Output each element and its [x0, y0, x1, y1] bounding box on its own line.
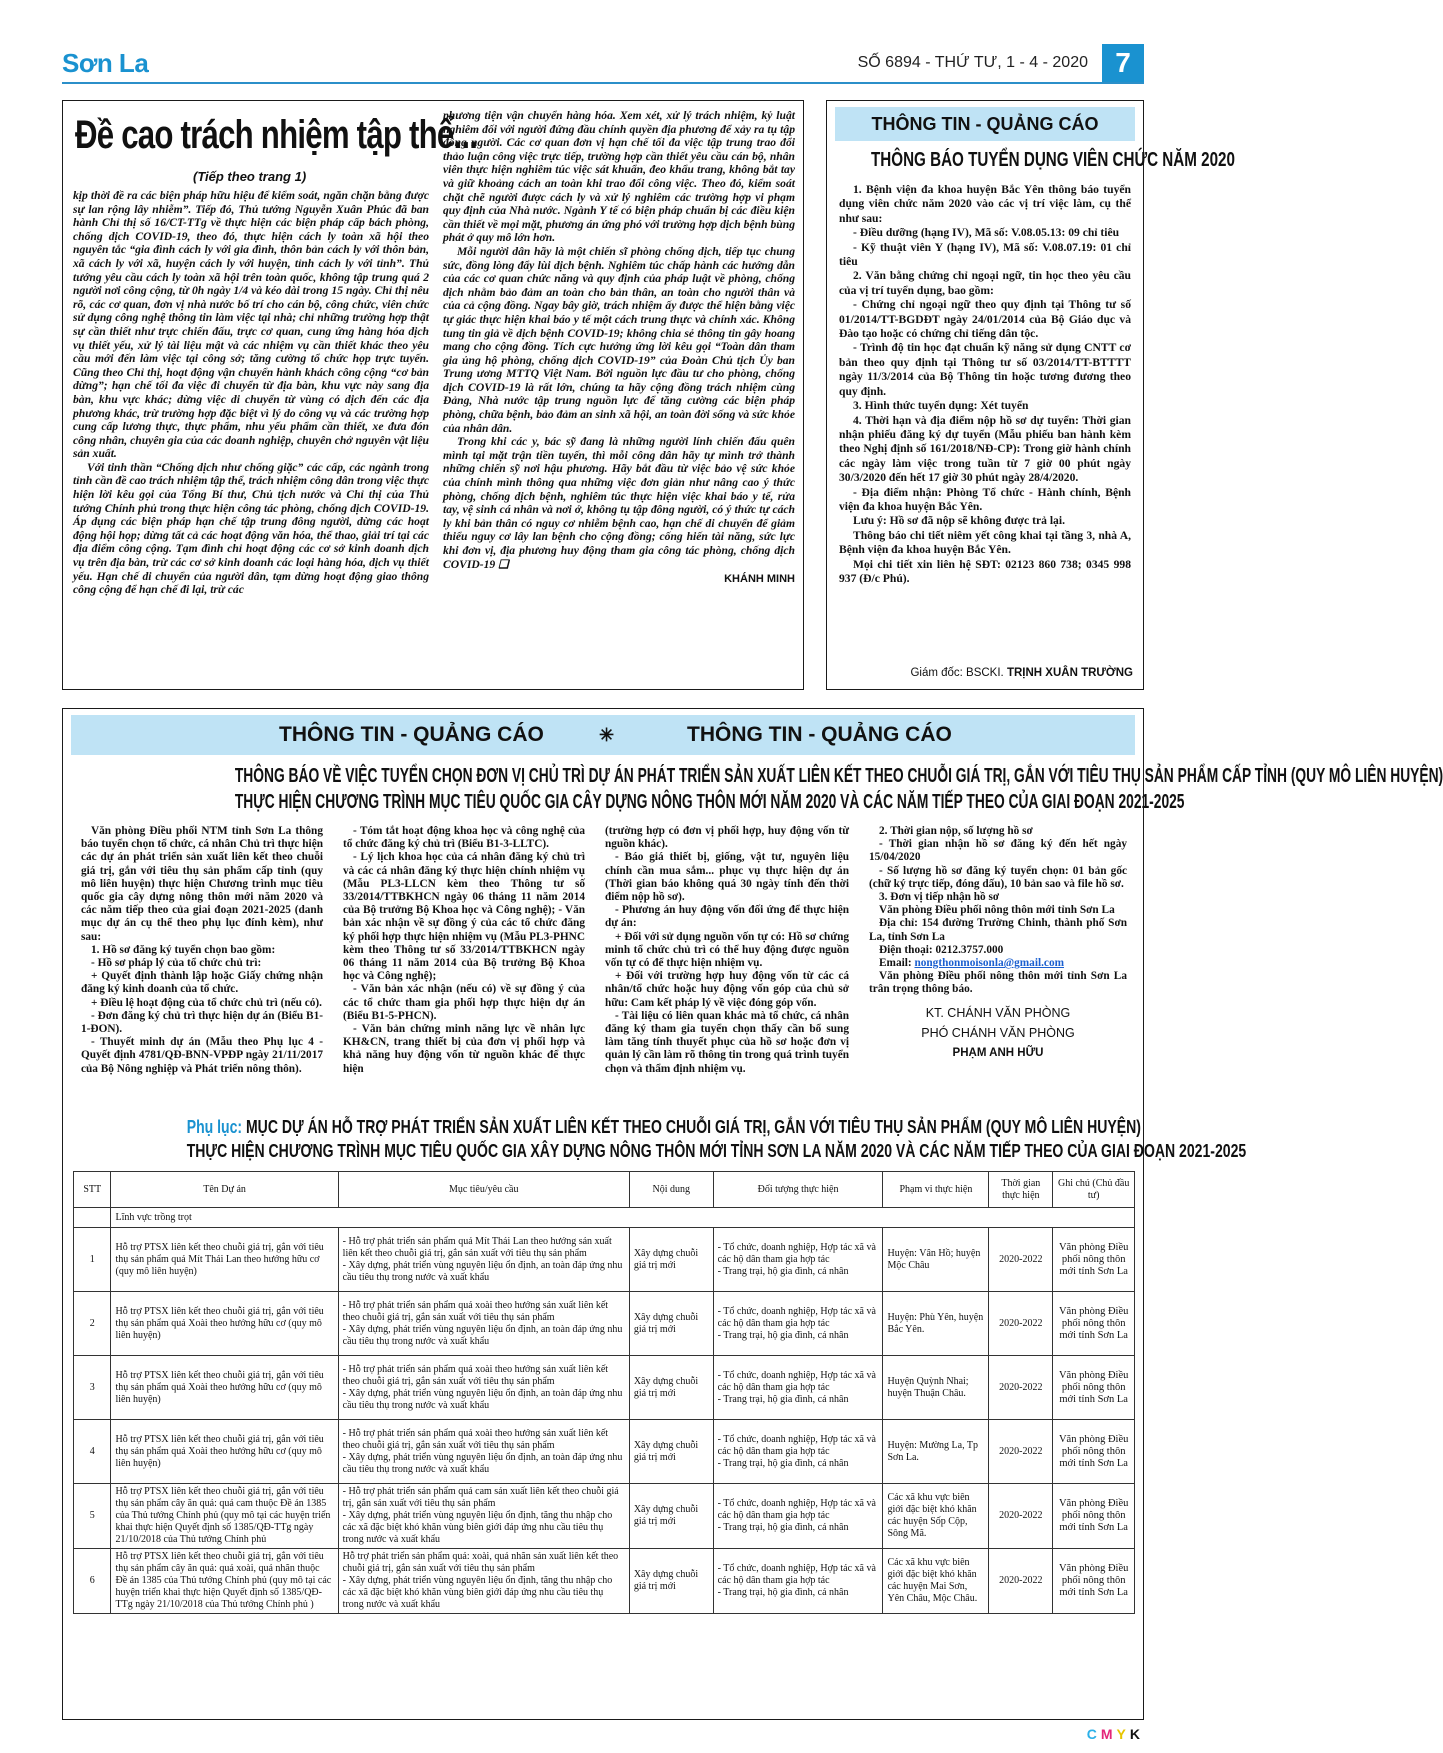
- masthead: [62, 44, 1144, 84]
- notice-paragraph: - Tài liệu có liên quan khác mà tổ chức, cá nhân đăng ký tham gia tuyển chọn thấy cần bổ sung làm tăng tính thuyết phục của hồ sơ hoặc đơn vị quản lý cần làm rõ thông tin trong quá trình tuyển chọn và thẩm định nhiệm vụ.: [605, 1009, 849, 1075]
- table-row: [74, 1292, 1135, 1356]
- notice-column-3: [605, 825, 849, 1076]
- yellow-mark: Y: [1116, 1726, 1130, 1742]
- signer-name: PHẠM ANH HỮU: [952, 1046, 1044, 1059]
- table-cell-content: Xây dựng chuỗi giá trị mới: [629, 1228, 713, 1292]
- notice-paragraph: Thông báo chi tiết niêm yết công khai tại tầng 3, nhà A, Bệnh viện đa khoa huyện Bắc Yên.: [839, 528, 1131, 557]
- notice-signature: [910, 667, 1133, 679]
- notice-body: [839, 183, 1131, 586]
- notice-paragraph: + Đối với trường hợp huy động vốn từ các cá nhân/tổ chức hoặc huy động vốn góp của chủ sở hữu: Cam kết pháp lý về việc đóng góp vốn.: [605, 970, 849, 1009]
- notice-paragraph: - Hồ sơ pháp lý của tổ chức chủ trì:: [91, 957, 262, 970]
- table-header-row: [74, 1172, 1135, 1208]
- notice-paragraph: Văn phòng Điều phối NTM tỉnh Sơn La thông báo tuyển chọn tổ chức, cá nhân Chủ trì thực hiện các dự án phát triển sản xuất liên kết theo chuỗi giá trị, gắn với tiêu thụ sản phẩm cấp tỉnh (quy mô liên huyện) thực hiện Chương trình mục tiêu quốc gia cây dựng nông thôn mới năm 2020 và các năm tiếp theo của giai đoạn 2021-2025 (danh mục dự án cụ thể theo phụ lục đính kèm), như sau:: [81, 825, 323, 943]
- table-cell-name: Hỗ trợ PTSX liên kết theo chuỗi giá trị, gắn với tiêu thụ sản phẩm quả Xoài theo hướng hữu cơ (quy mô liên huyện): [111, 1292, 338, 1356]
- appendix-label: Phụ lục:: [186, 1117, 243, 1137]
- table-row: [74, 1420, 1135, 1484]
- table-cell-scope: Huyện: Phù Yên, huyện Bắc Yên.: [883, 1292, 989, 1356]
- table-header-cell: STT: [74, 1172, 111, 1208]
- article-box: [62, 100, 804, 690]
- appendix-table: [73, 1171, 1135, 1614]
- notice-paragraph: - Tóm tắt hoạt động khoa học và công nghệ của tổ chức đăng ký chủ trì (Biểu B1-3-LLTC).: [343, 825, 585, 851]
- table-cell-content: Xây dựng chuỗi giá trị mới: [629, 1420, 713, 1484]
- table-cell: [74, 1208, 111, 1228]
- section-heading-right: THÔNG TIN - QUẢNG CÁO: [687, 723, 952, 746]
- page-number: 7: [1102, 44, 1144, 82]
- notice-paragraph: (trường hợp có đơn vị phối hợp, huy động vốn từ nguồn khác).: [605, 825, 849, 851]
- article-paragraph: phương tiện vận chuyển hàng hóa. Xem xét, xử lý trách nhiệm, kỷ luật nghiêm đối với người đứng đầu chính quyền địa phương để xảy ra tụ tập đông người. Các cơ quan đơn vị hạn chế tối đa việc tập trung trao đổi thảo luận công việc trực tiếp, trường hợp cần thiết yêu cầu cán bộ, nhân viên thực hiện nghiêm túc việc sát khuẩn, đeo khẩu trang, không bắt tay và giữ khoảng cách an toàn khi trao đổi công việc. Theo đó, kiểm soát chặt chẽ người được cách ly và xử lý nghiêm các trường hợp vi phạm quy định của Nhà nước. Ngành Y tế có biện pháp chuẩn bị các điều kiện cần thiết về mọi mặt, phương án ứng phó với trường hợp dịch bệnh bùng phát ở quy mô lớn hơn.: [443, 109, 795, 245]
- table-cell-goal: Hỗ trợ phát triển sản phẩm quả: xoài, quả nhãn sản xuất liên kết theo chuỗi giá trị, gắn sản xuất với tiêu thụ sản phẩm - Xây dựng, phát triển vùng nguyên liệu ổn định, tăng thu nhập cho các xã đặc biệt khó khăn vùng biên giới đáp ứng nhu cầu tiêu thụ trong nước và xuất khẩu: [338, 1549, 629, 1614]
- table-header-cell: Phạm vi thực hiện: [883, 1172, 989, 1208]
- table-cell-name: Hỗ trợ PTSX liên kết theo chuỗi giá trị, gắn với tiêu thụ sản phẩm cây ăn quả: quả xoài, quả nhãn thuộc Đề án 1385 của Thủ tướng Chính phủ (quy mô tại các huyện triển khai thực hiện Quyết định số 1385/QĐ-TTg ngày 21/10/2018 của Thủ tướng Chính phủ ): [111, 1549, 338, 1614]
- article-author: KHÁNH MINH: [724, 573, 795, 586]
- notice-paragraph: 1. Hồ sơ đăng ký tuyển chọn bao gồm:: [91, 943, 276, 956]
- notice-paragraph: - Thời gian nhận hồ sơ đăng ký đến hết ngày 15/04/2020: [869, 838, 1127, 864]
- table-header-cell: Nội dung: [629, 1172, 713, 1208]
- table-cell-name: Hỗ trợ PTSX liên kết theo chuỗi giá trị, gắn với tiêu thụ sản phẩm quả Mít Thái Lan theo hướng hữu cơ (quy mô liên huyện): [111, 1228, 338, 1292]
- table-cell-goal: - Hỗ trợ phát triển sản phẩm quả xoài theo hướng sản xuất liên kết theo chuỗi giá trị, gắn sản xuất với tiêu thụ sản phẩm - Xây dựng, phát triển vùng nguyên liệu ổn định, an toàn đáp ứng nhu cầu tiêu thụ trong nước và xuất khẩu: [338, 1420, 629, 1484]
- table-cell-stt: 5: [74, 1484, 111, 1549]
- notice-paragraph: Văn phòng Điều phối nông thôn mới tỉnh Sơn La: [879, 904, 1115, 917]
- article-paragraph: Mỗi người dân hãy là một chiến sĩ phòng chống dịch, tiếp tục chung sức, đồng lòng đẩy lùi dịch bệnh. Nghiêm túc chấp hành các hướng dẫn của các cơ quan chức năng và quy định của pháp luật về phòng, chống dịch nhằm bảo đảm an toàn cho bản thân, an toàn cho người thân và của cả cộng đồng. Ngay bây giờ, trách nhiệm ấy được thể hiện bằng việc tự giác thực hiện khai báo y tế một cách trung thực và chính xác. Không tung tin giả về dịch bệnh COVID-19; không chia sẻ thông tin gây hoang mang cho cộng đồng. Tích cực hưởng ứng lời kêu gọi “Toàn dân tham gia ủng hộ phòng, chống dịch COVID-19” của Đoàn Chủ tịch Ủy ban Trung ương MTTQ Việt Nam. Bởi nguồn lực đầu tư cho phòng, chống dịch COVID-19 là rất lớn, chúng ta hãy cộng đồng trách nhiệm cùng Đảng, Nhà nước tập trung nguồn lực để tăng cường các biện pháp phòng, chữa bệnh, bảo đảm an sinh xã hội, an toàn đời sống và sức khỏe của nhân dân.: [443, 244, 795, 435]
- notice-paragraph: Điện thoại: 0212.3757.000: [879, 943, 1004, 956]
- table-cell-content: Xây dựng chuỗi giá trị mới: [629, 1292, 713, 1356]
- notice-paragraph: - Báo giá thiết bị, giống, vật tư, nguyên liệu chính cần mua sắm... phục vụ thực hiện dự án (Thời gian báo không quá 30 ngày tính đến thời điểm nộp hồ sơ).: [605, 851, 849, 904]
- table-cell-time: 2020-2022: [989, 1549, 1053, 1614]
- newspaper-brand: Sơn La: [62, 48, 149, 78]
- table-cell-note: Văn phòng Điều phối nông thôn mới tỉnh Sơn La: [1053, 1549, 1135, 1614]
- notice-paragraph: 2. Thời gian nộp, số lượng hồ sơ: [879, 825, 1033, 837]
- notice-paragraph: Lưu ý: Hồ sơ đã nộp sẽ không được trả lại.: [853, 514, 1065, 528]
- notice-paragraph: Văn phòng Điều phối nông thôn mới tỉnh Sơn La trân trọng thông báo.: [869, 970, 1127, 996]
- table-cell-note: Văn phòng Điều phối nông thôn mới tỉnh Sơn La: [1053, 1356, 1135, 1420]
- article-paragraph: Trong khi các y, bác sỹ đang là những người lính chiến đấu quên mình tại mặt trận tiền tuyến, thì mỗi công dân hãy tự mình trở thành những chiến sỹ nơi hậu phương. Hãy bắt đầu từ việc bảo vệ sức khỏe của chính mình thông qua những việc đơn giản như nâng cao ý thức phòng, chống dịch bệnh, nghiêm túc thực hiện việc khai báo y tế, rửa tay, vệ sinh cá nhân và nơi ở, không tụ tập đông người, có ý thức tự cách ly khi bản thân có nguy cơ nhiễm bệnh cao, hạn chế di chuyển để giảm thiểu nguy cơ lây lan bệnh cho cộng đồng; cống hiến tài năng, sức lực khi đơn vị, địa phương huy động tham gia công tác phòng, chống dịch COVID-19 ❑: [443, 435, 795, 571]
- table-cell-stt: 3: [74, 1356, 111, 1420]
- notice-paragraph: - Số lượng hồ sơ đăng ký tuyển chọn: 01 bản gốc (chữ ký trực tiếp, đóng dấu), 10 bản sao và file hồ sơ.: [869, 864, 1127, 890]
- table-header-cell: Mục tiêu/yêu cầu: [338, 1172, 629, 1208]
- article-title: Đề cao trách nhiệm tập thể...: [75, 113, 478, 157]
- table-cell-note: Văn phòng Điều phối nông thôn mới tỉnh Sơn La: [1053, 1420, 1135, 1484]
- selection-notice-box: [62, 708, 1443, 1720]
- notice-title-line-2: THỰC HIỆN CHƯƠNG TRÌNH MỤC TIÊU QUỐC GIA CÂY DỰNG NÔNG THÔN MỚI NĂM 2020 VÀ CÁC NĂM TIẾP THEO CỦA GIAI ĐOẠN 2021-2025: [234, 791, 1185, 813]
- table-cell-time: 2020-2022: [989, 1228, 1053, 1292]
- appendix-title-line-1: [186, 1117, 1141, 1138]
- notice-paragraph: Địa chỉ: 154 đường Trường Chinh, thành phố Sơn La, tỉnh Sơn La: [869, 917, 1127, 943]
- table-cell-note: Văn phòng Điều phối nông thôn mới tỉnh Sơn La: [1053, 1228, 1135, 1292]
- notice-paragraph: + Quyết định thành lập hoặc Giấy chứng nhận đăng ký kinh doanh của tổ chức.: [81, 970, 323, 996]
- table-cell-content: Xây dựng chuỗi giá trị mới: [629, 1356, 713, 1420]
- table-row: [74, 1549, 1135, 1614]
- notice-paragraph: 3. Đơn vị tiếp nhận hồ sơ: [879, 891, 1000, 904]
- table-cell-goal: - Hỗ trợ phát triển sản phẩm quả Mít Thái Lan theo hướng sản xuất liên kết theo chuỗi giá trị, gắn sản xuất với tiêu thụ sản phẩm - Xây dựng, phát triển vùng nguyên liệu ổn định, an toàn đáp ứng nhu cầu tiêu thụ trong nước và xuất khẩu: [338, 1228, 629, 1292]
- table-cell-stt: 6: [74, 1549, 111, 1614]
- email-line: [869, 957, 1127, 970]
- notice-paragraph: Mọi chi tiết xin liên hệ SĐT: 02123 860 738; 0345 998 937 (Đ/c Phú).: [839, 557, 1131, 585]
- table-cell-scope: Huyện: Vân Hồ; huyện Mộc Châu: [883, 1228, 989, 1292]
- notice-paragraph: 2. Văn bằng chứng chỉ ngoại ngữ, tin học theo yêu cầu của vị trí tuyển dụng, bao gồm:: [839, 269, 1131, 297]
- notice-paragraph: - Thuyết minh dự án (Mẫu theo Phụ lục 4 - Quyết định 4781/QĐ-BNN-VPĐP ngày 21/11/2017 của Bộ Nông nghiệp và Phát triển nông thôn).: [81, 1036, 323, 1075]
- table-cell-time: 2020-2022: [989, 1420, 1053, 1484]
- notice-paragraph: - Trình độ tin học đạt chuẩn kỹ năng sử dụng CNTT cơ bản theo quy định tại Thông tư số 03/2014/TT-BTTTT ngày 11/3/2014 của Bộ Thông tin hoặc tương đương theo quy định.: [839, 341, 1131, 398]
- notice-title: THÔNG BÁO TUYỂN DỤNG VIÊN CHỨC NĂM 2020: [871, 149, 1235, 171]
- table-cell-content: Xây dựng chuỗi giá trị mới: [629, 1484, 713, 1549]
- asterisk-icon: ✳: [599, 725, 615, 745]
- appendix-title-line-2: THỰC HIỆN CHƯƠNG TRÌNH MỤC TIÊU QUỐC GIA XÂY DỰNG NÔNG THÔN MỚI TỈNH SƠN LA NĂM 2020 VÀ CÁC NĂM TIẾP THEO CỦA GIAI ĐOẠN 2021-2025: [186, 1141, 1247, 1161]
- black-mark: K: [1129, 1726, 1144, 1742]
- notice-paragraph: - Kỹ thuật viên Y (hạng IV), Mã số: V.08.07.19: 01 chỉ tiêu: [839, 240, 1131, 269]
- notice-paragraph: - Đơn đăng ký chủ trì thực hiện dự án (Biểu B1-1-ĐON).: [81, 1009, 323, 1036]
- table-group-row: [74, 1208, 1135, 1228]
- table-cell-time: 2020-2022: [989, 1292, 1053, 1356]
- table-header-cell: Ghi chú (Chủ đầu tư): [1053, 1172, 1135, 1208]
- notice-title-line-1: THÔNG BÁO VỀ VIỆC TUYỂN CHỌN ĐƠN VỊ CHỦ TRÌ DỰ ÁN PHÁT TRIỂN SẢN XUẤT LIÊN KẾT THEO CHUỖI GIÁ TRỊ, GẮN VỚI TIÊU THỤ SẢN PHẨM CẤP TỈNH (QUY MÔ LIÊN HUYỆN): [234, 765, 1443, 787]
- table-group-label: Lĩnh vực trồng trọt: [111, 1208, 1135, 1228]
- signer-name: TRỊNH XUÂN TRƯỜNG: [1006, 667, 1133, 679]
- table-cell-goal: - Hỗ trợ phát triển sản phẩm quả xoài theo hướng sản xuất liên kết theo chuỗi giá trị, gắn sản xuất với tiêu thụ sản phẩm - Xây dựng, phát triển vùng nguyên liệu ổn định, an toàn đáp ứng nhu cầu tiêu thụ trong nước và xuất khẩu: [338, 1356, 629, 1420]
- table-cell-note: Văn phòng Điều phối nông thôn mới tỉnh Sơn La: [1053, 1292, 1135, 1356]
- appendix-title-text: MỤC DỰ ÁN HỖ TRỢ PHÁT TRIỂN SẢN XUẤT LIÊN KẾT THEO CHUỖI GIÁ TRỊ, GẮN VỚI TIÊU THỤ SẢN PHẨM (QUY MÔ LIÊN HUYỆN): [242, 1117, 1141, 1137]
- notice-paragraph: - Phương án huy động vốn đối ứng để thực hiện dự án:: [605, 904, 849, 930]
- table-row: [74, 1356, 1135, 1420]
- table-cell-stt: 1: [74, 1228, 111, 1292]
- table-cell-target: - Tổ chức, doanh nghiệp, Hợp tác xã và các hộ dân tham gia hợp tác - Trang trại, hộ gia đình, cá nhân: [713, 1292, 883, 1356]
- article-column-1: [73, 189, 429, 597]
- table-cell-scope: Huyện: Mường La, Tp Sơn La.: [883, 1420, 989, 1484]
- article-continued-note: (Tiếp theo trang 1): [193, 169, 307, 184]
- notice-paragraph: - Điều dưỡng (hạng IV), Mã số: V.08.05.13: 09 chỉ tiêu: [853, 226, 1120, 240]
- table-row: [74, 1484, 1135, 1549]
- table-cell-scope: Các xã khu vực biên giới đặc biệt khó khăn các huyện Sốp Cộp, Sông Mã.: [883, 1484, 989, 1549]
- table-cell-target: - Tổ chức, doanh nghiệp, Hợp tác xã và các hộ dân tham gia hợp tác - Trang trại, hộ gia đình, cá nhân: [713, 1228, 883, 1292]
- notice-column-2: [343, 825, 585, 1076]
- section-heading-left: THÔNG TIN - QUẢNG CÁO: [279, 723, 544, 746]
- table-cell-stt: 2: [74, 1292, 111, 1356]
- notice-paragraph: - Văn bản xác nhận (nếu có) về sự đồng ý của các tổ chức tham gia phối hợp thực hiện dự án (Biểu B1-5-PHCN).: [343, 983, 585, 1022]
- table-cell-time: 2020-2022: [989, 1484, 1053, 1549]
- table-header-cell: Đối tượng thực hiện: [713, 1172, 883, 1208]
- notice-column-1: [81, 825, 323, 1076]
- email-link[interactable]: nongthonmoisonla@gmail.com: [914, 957, 1065, 970]
- cmyk-print-marks: [1087, 1726, 1144, 1742]
- table-cell-scope: Huyện Quỳnh Nhai; huyện Thuận Châu.: [883, 1356, 989, 1420]
- section-heading: THÔNG TIN - QUẢNG CÁO: [835, 107, 1135, 141]
- table-cell-target: - Tổ chức, doanh nghiệp, Hợp tác xã và các hộ dân tham gia hợp tác - Trang trại, hộ gia đình, cá nhân: [713, 1420, 883, 1484]
- table-header-cell: Thời gian thực hiện: [989, 1172, 1053, 1208]
- table-cell-note: Văn phòng Điều phối nông thôn mới tỉnh Sơn La: [1053, 1484, 1135, 1549]
- notice-signature: [869, 1003, 1127, 1063]
- table-cell-goal: - Hỗ trợ phát triển sản phẩm quả xoài theo hướng sản xuất liên kết theo chuỗi giá trị, gắn sản xuất với tiêu thụ sản phẩm - Xây dựng, phát triển vùng nguyên liệu ổn định, an toàn đáp ứng nhu cầu tiêu thụ trong nước và xuất khẩu: [338, 1292, 629, 1356]
- notice-paragraph: 1. Bệnh viện đa khoa huyện Bắc Yên thông báo tuyển dụng viên chức năm 2020 vào các vị trí việc làm, cụ thể như sau:: [839, 183, 1131, 225]
- table-cell-stt: 4: [74, 1420, 111, 1484]
- section-heading-bar: [71, 715, 1135, 755]
- notice-paragraph: - Địa điểm nhận: Phòng Tổ chức - Hành chính, Bệnh viện đa khoa huyện Bắc Yên.: [839, 485, 1131, 513]
- signature-line-1: KT. CHÁNH VĂN PHÒNG: [925, 1005, 1071, 1020]
- article-column-2: [443, 109, 795, 587]
- notice-paragraph: 4. Thời hạn và địa điểm nộp hồ sơ dự tuyển: Thời gian nhận phiếu đăng ký dự tuyển (Mẫu phiếu ban hành kèm theo Nghị định số 161/2018/NĐ-CP): Trong giờ hành chính các ngày làm việc trong tuần từ 7 giờ 00 phút ngày 30/3/2020 đến hết 17 giờ 30 phút ngày 28/4/2020.: [839, 413, 1131, 485]
- article-paragraph: kịp thời đề ra các biện pháp hữu hiệu để kiểm soát, ngăn chặn bằng được sự lan rộng lây nhiễm”. Tiếp đó, Thủ tướng Nguyễn Xuân Phúc đã ban hành Chỉ thị số 16/CT-TTg về thực hiện các biện pháp cấp bách phòng, chống dịch COVID-19, theo đó, thực hiện cách ly toàn xã hội theo nguyên tắc “gia đình cách ly với gia đình, thôn bản cách ly với thôn bản, xã cách ly với xã, huyện cách ly với huyện, tỉnh cách ly với tỉnh”. Thủ tướng yêu cầu cách ly toàn xã hội trên toàn quốc, không tập trung quá 2 người nơi công cộng, từ 0h ngày 1/4 và kéo dài trong 15 ngày. Chỉ thị nêu rõ, các cơ quan, đơn vị nhà nước bố trí cho cán bộ, công chức, viên chức sử dụng công nghệ thông tin làm việc tại nhà; chỉ những trường hợp thật sự cần thiết như trực chiến đấu, trực cơ quan, cung ứng hàng hóa dịch vụ thiết yếu, xử lý tài liệu mật và các nhiệm vụ cần thiết khác theo yêu cầu mới đến làm việc tại công sở; tăng cường tổ chức họp trực tuyến. Cũng theo Chỉ thị, hoạt động vận chuyển hành khách công cộng “cơ bản dừng”; hạn chế tối đa việc đi chuyển từ địa bàn, khu vực này sang địa bàn, khu vực khác; dừng việc di chuyển từ vùng có dịch đến các địa phương khác, trừ trường hợp đặc biệt vì lý do công vụ và các trường hợp cung cấp lương thực, thực phẩm, nhu yếu phẩm cần thiết, xe đưa đón công nhân, chuyên gia của các doanh nghiệp, chuyên chở nguyên vật liệu sản xuất.: [73, 189, 429, 461]
- table-cell-content: Xây dựng chuỗi giá trị mới: [629, 1549, 713, 1614]
- recruitment-notice-box: [826, 100, 1235, 690]
- notice-paragraph: - Lý lịch khoa học của cá nhân đăng ký chủ trì và các cá nhân đăng ký thực hiện chính nhiệm vụ (Mẫu PL3-LLCN kèm theo Thông tư số 33/2014/TTBKHCN ngày 06 tháng 11 năm 2014 của Bộ trưởng Bộ Khoa học và Công nghệ); - Văn bản xác nhận về sự đồng ý của các tổ chức đăng ký phối hợp thực hiện nhiệm vụ (Mẫu PL3-PHNC kèm theo Thông tư số 33/2014/TTBKHCN ngày 06 tháng 11 năm 2014 của Bộ trưởng Bộ Khoa học và Công nghệ);: [343, 851, 585, 983]
- article-paragraph: Với tinh thần “Chống dịch như chống giặc” các cấp, các ngành trong tỉnh cần đề cao trách nhiệm tập thể, trách nhiệm công dân trong việc thực hiện lời kêu gọi của Tổng Bí thư, Chủ tịch nước và Chỉ thị của Thủ tướng Chính phủ trong thực hiện công tác phòng, chống dịch COVID-19. Áp dụng các biện pháp hạn chế tập trung đông người, dừng các hoạt động hội họp; dừng tất cả các hoạt động văn hóa, thể thao, giải trí tại các địa điểm công cộng. Tạm đình chỉ hoạt động các cơ sở kinh doanh dịch vụ trên địa bàn, trừ các cơ sở kinh doanh các loại hàng hóa, dịch vụ thiết yếu. Hạn chế di chuyển của người dân, tạm dừng hoạt động giao thông công cộng để hạn chế đi lại, trừ các: [73, 460, 429, 597]
- notice-column-4: [869, 825, 1127, 1063]
- notice-paragraph: - Văn bản chứng minh năng lực về nhân lực KH&CN, trang thiết bị của đơn vị phối hợp và khả năng huy động vốn từ nguồn khác để thực hiện: [343, 1023, 585, 1075]
- table-cell-target: - Tổ chức, doanh nghiệp, Hợp tác xã và các hộ dân tham gia hợp tác - Trang trại, hộ gia đình, cá nhân: [713, 1356, 883, 1420]
- issue-info: SỐ 6894 - THỨ TƯ, 1 - 4 - 2020: [857, 54, 1088, 71]
- table-cell-name: Hỗ trợ PTSX liên kết theo chuỗi giá trị, gắn với tiêu thụ sản phẩm quả Xoài theo hướng hữu cơ (quy mô liên huyện): [111, 1420, 338, 1484]
- table-cell-time: 2020-2022: [989, 1356, 1053, 1420]
- signature-line-2: PHÓ CHÁNH VĂN PHÒNG: [921, 1025, 1075, 1040]
- notice-paragraph: 3. Hình thức tuyển dụng: Xét tuyển: [853, 399, 1029, 413]
- table-cell-scope: Các xã khu vực biên giới đặc biệt khó khăn các huyện Mai Sơn, Yên Châu, Mộc Châu.: [883, 1549, 989, 1614]
- cyan-mark: C: [1086, 1726, 1101, 1742]
- table-header-cell: Tên Dự án: [111, 1172, 338, 1208]
- signer-role: Giám đốc: BSCKI.: [910, 667, 1004, 679]
- table-row: [74, 1228, 1135, 1292]
- notice-paragraph: + Điều lệ hoạt động của tổ chức chủ trì (nếu có).: [91, 996, 322, 1009]
- table-cell-goal: - Hỗ trợ phát triển sản phẩm quả cam sản xuất liên kết theo chuỗi giá trị, gắn sản xuất với tiêu thụ sản phẩm - Xây dựng, phát triển vùng nguyên liệu ổn định, tăng thu nhập cho các xã đặc biệt khó khăn vùng biên giới đáp ứng nhu cầu tiêu thụ trong nước và xuất khẩu: [338, 1484, 629, 1549]
- notice-paragraph: + Đối với sử dụng nguồn vốn tự có: Hồ sơ chứng minh tổ chức chủ trì có thể huy động được nguồn vốn tự có để thực hiện nhiệm vụ.: [605, 930, 849, 970]
- table-cell-target: - Tổ chức, doanh nghiệp, Hợp tác xã và các hộ dân tham gia hợp tác - Trang trại, hộ gia đình, cá nhân: [713, 1484, 883, 1549]
- table-cell-name: Hỗ trợ PTSX liên kết theo chuỗi giá trị, gắn với tiêu thụ sản phẩm cây ăn quả: quả cam thuộc Đề án 1385 của Thủ tướng Chính phủ (quy mô tại các huyện triển khai thực hiện Quyết định số 1385/QĐ-TTg ngày 21/10/2018 của Thủ tướng Chính phủ: [111, 1484, 338, 1549]
- email-label: Email:: [879, 957, 915, 970]
- magenta-mark: M: [1100, 1726, 1117, 1742]
- notice-paragraph: - Chứng chỉ ngoại ngữ theo quy định tại Thông tư số 01/2014/TT-BGDĐT ngày 24/01/2014 của Bộ Giáo dục và Đào tạo hoặc có chứng chỉ tiếng dân tộc.: [839, 298, 1131, 341]
- table-cell-name: Hỗ trợ PTSX liên kết theo chuỗi giá trị, gắn với tiêu thụ sản phẩm quả Xoài theo hướng hữu cơ (quy mô liên huyện): [111, 1356, 338, 1420]
- table-cell-target: - Tổ chức, doanh nghiệp, Hợp tác xã và các hộ dân tham gia hợp tác - Trang trại, hộ gia đình, cá nhân: [713, 1549, 883, 1614]
